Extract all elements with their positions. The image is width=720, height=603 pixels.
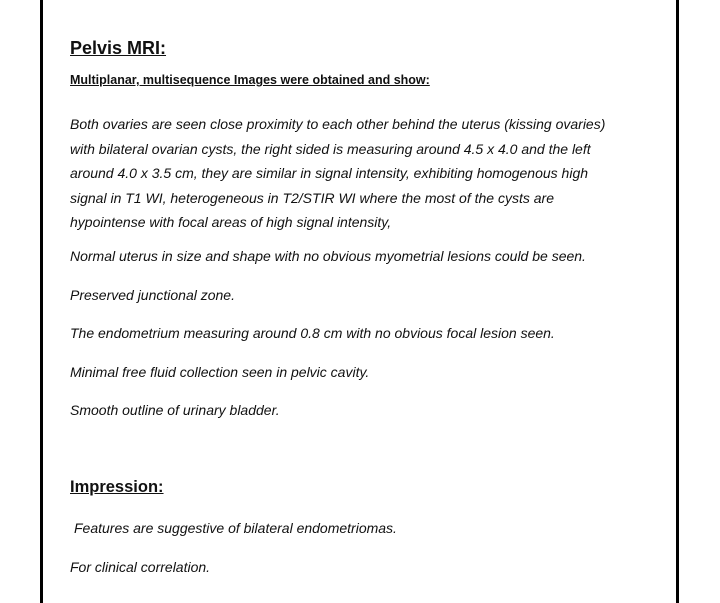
intro-line: Both ovaries are seen close proximity to each other behind the uterus (kissing ovaries)	[70, 116, 606, 132]
intro-line: with bilateral ovarian cysts, the right sided is measuring around 4.5 x 4.0 and the left	[70, 140, 591, 157]
impression-line: Features are suggestive of bilateral endometriomas.	[74, 520, 397, 536]
finding-uterus: Normal uterus in size and shape with no obvious myometrial lesions could be seen.	[70, 248, 586, 264]
report-title: Pelvis MRI:	[70, 38, 167, 58]
intro-line: signal in T1 WI, heterogeneous in T2/STIR WI where the most of the cysts are	[70, 189, 554, 206]
findings-intro-paragraph	[70, 112, 605, 235]
impression-line: For clinical correlation.	[70, 559, 211, 575]
intro-line: hypointense with focal areas of high signal intensity,	[70, 214, 392, 230]
intro-line: around 4.0 x 3.5 cm, they are similar in signal intensity, exhibiting homogenous high	[70, 165, 589, 181]
report-subtitle: Multiplanar, multisequence Images were obtained and show:	[70, 73, 430, 87]
page-border-right	[676, 0, 679, 603]
impression-heading: Impression:	[70, 478, 164, 496]
finding-endometrium: The endometrium measuring around 0.8 cm with no obvious focal lesion seen.	[70, 325, 555, 341]
finding-junctional-zone: Preserved junctional zone.	[70, 287, 235, 303]
finding-urinary-bladder: Smooth outline of urinary bladder.	[70, 402, 280, 418]
finding-free-fluid: Minimal free fluid collection seen in pelvic cavity.	[70, 364, 370, 380]
page-border-left	[40, 0, 43, 603]
